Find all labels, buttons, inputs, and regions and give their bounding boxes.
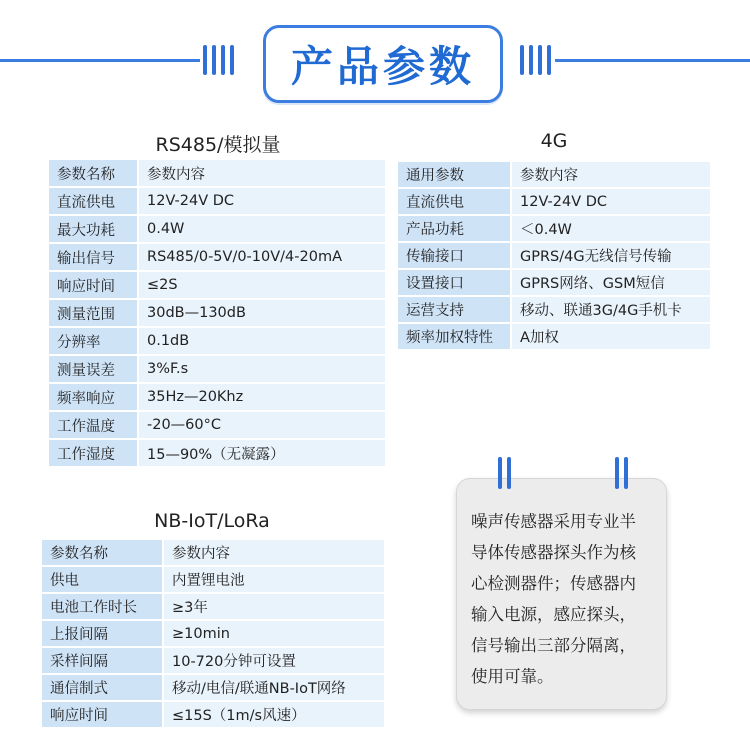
description-card — [456, 478, 667, 710]
param-value-cell: 3%F.s — [139, 356, 385, 382]
banner-left-bars — [203, 44, 234, 76]
table-row — [49, 216, 385, 242]
table-row — [49, 412, 385, 438]
param-name-cell: 上报间隔 — [42, 621, 162, 646]
param-value-cell: 30dB—130dB — [139, 300, 385, 326]
banner-left-line — [0, 59, 200, 62]
param-name-cell: 参数名称 — [49, 160, 137, 186]
param-name-cell: 测量误差 — [49, 356, 137, 382]
param-name-cell: 分辨率 — [49, 328, 137, 354]
param-name-cell: 传输接口 — [398, 243, 510, 268]
param-value-cell: ≥3年 — [164, 594, 384, 619]
nbiot-section-title: NB-IoT/LoRa — [154, 510, 270, 532]
param-name-cell: 响应时间 — [42, 702, 162, 727]
param-value-cell: RS485/0-5V/0-10V/4-20mA — [139, 244, 385, 270]
param-name-cell: 通用参数 — [398, 162, 510, 187]
table-row — [49, 328, 385, 354]
param-name-cell: 直流供电 — [398, 189, 510, 214]
param-value-cell: 35Hz—20Khz — [139, 384, 385, 410]
param-name-cell: 响应时间 — [49, 272, 137, 298]
table-row — [49, 384, 385, 410]
description-line: 导体传感器探头作为核 — [471, 543, 636, 562]
table-row — [49, 300, 385, 326]
param-value-cell: A加权 — [512, 324, 710, 349]
param-name-cell: 频率响应 — [49, 384, 137, 410]
param-value-cell: 参数内容 — [164, 540, 384, 565]
description-text — [471, 506, 661, 692]
param-name-cell: 输出信号 — [49, 244, 137, 270]
param-value-cell: 12V-24V DC — [139, 188, 385, 214]
description-line: 信号输出三部分隔离， — [471, 636, 636, 655]
param-value-cell: 内置锂电池 — [164, 567, 384, 592]
page-title: 产品参数 — [263, 25, 503, 103]
param-value-cell: 0.4W — [139, 216, 385, 242]
nbiot-spec-table — [40, 538, 386, 729]
param-name-cell: 供电 — [42, 567, 162, 592]
description-line: 噪声传感器采用专业半 — [471, 512, 636, 531]
param-name-cell: 产品功耗 — [398, 216, 510, 241]
param-value-cell: -20—60°C — [139, 412, 385, 438]
table-row — [42, 648, 384, 673]
table-row — [49, 244, 385, 270]
param-value-cell: 0.1dB — [139, 328, 385, 354]
description-line: 心检测器件；传感器内 — [471, 574, 636, 593]
param-value-cell: 参数内容 — [139, 160, 385, 186]
table-row — [42, 621, 384, 646]
param-name-cell: 通信制式 — [42, 675, 162, 700]
table-row — [42, 540, 384, 565]
param-value-cell: GPRS/4G无线信号传输 — [512, 243, 710, 268]
param-value-cell: ＜0.4W — [512, 216, 710, 241]
table-row — [42, 567, 384, 592]
table-row — [42, 702, 384, 727]
table-row — [42, 675, 384, 700]
param-name-cell: 直流供电 — [49, 188, 137, 214]
param-value-cell: ≥10min — [164, 621, 384, 646]
param-name-cell: 工作湿度 — [49, 440, 137, 466]
page-banner — [0, 0, 750, 110]
description-line: 使用可靠。 — [471, 667, 554, 686]
table-row — [398, 243, 710, 268]
rs485-section-title: RS485/模拟量 — [155, 134, 281, 156]
param-value-cell: GPRS网络、GSM短信 — [512, 270, 710, 295]
table-row — [49, 188, 385, 214]
card-clip-left-icon — [498, 457, 511, 489]
table-row — [42, 594, 384, 619]
param-value-cell: 移动、联通3G/4G手机卡 — [512, 297, 710, 322]
param-name-cell: 工作温度 — [49, 412, 137, 438]
table-row — [49, 272, 385, 298]
param-name-cell: 电池工作时长 — [42, 594, 162, 619]
banner-right-bars — [520, 44, 551, 76]
table-row — [398, 270, 710, 295]
4g-spec-table — [396, 160, 712, 351]
param-name-cell: 频率加权特性 — [398, 324, 510, 349]
param-value-cell: 参数内容 — [512, 162, 710, 187]
table-row — [49, 356, 385, 382]
card-clip-right-icon — [615, 457, 628, 489]
description-line: 输入电源，感应探头， — [471, 605, 636, 624]
rs485-spec-table — [47, 158, 387, 468]
table-row — [49, 440, 385, 466]
table-row — [49, 160, 385, 186]
param-value-cell: 12V-24V DC — [512, 189, 710, 214]
param-name-cell: 参数名称 — [42, 540, 162, 565]
4g-section-title: 4G — [540, 130, 568, 152]
param-name-cell: 设置接口 — [398, 270, 510, 295]
param-value-cell: 15—90%（无凝露） — [139, 440, 385, 466]
param-name-cell: 最大功耗 — [49, 216, 137, 242]
param-value-cell: 移动/电信/联通NB-IoT网络 — [164, 675, 384, 700]
param-value-cell: 10-720分钟可设置 — [164, 648, 384, 673]
param-value-cell: ≤15S（1m/s风速） — [164, 702, 384, 727]
param-value-cell: ≤2S — [139, 272, 385, 298]
param-name-cell: 测量范围 — [49, 300, 137, 326]
param-name-cell: 采样间隔 — [42, 648, 162, 673]
table-row — [398, 189, 710, 214]
table-row — [398, 162, 710, 187]
table-row — [398, 297, 710, 322]
table-row — [398, 216, 710, 241]
banner-right-line — [555, 59, 750, 62]
table-row — [398, 324, 710, 349]
param-name-cell: 运营支持 — [398, 297, 510, 322]
